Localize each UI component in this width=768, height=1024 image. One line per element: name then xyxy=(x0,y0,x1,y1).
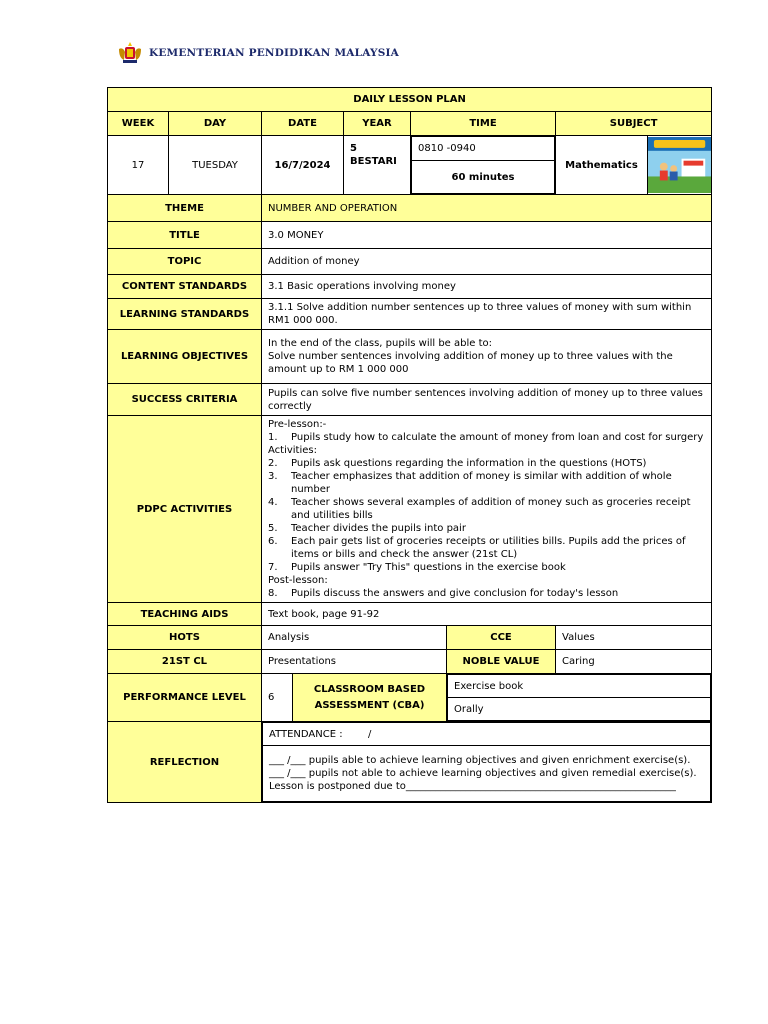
activity-step: 1. Pupils study how to calculate the amount of money from loan and cost for surgery xyxy=(268,432,704,443)
teaching-aids-label: TEACHING AIDS xyxy=(108,603,262,626)
activity-step: 4. Teacher shows several examples of addition of money such as groceries receipt and utilities bills xyxy=(268,497,691,521)
hots-value: Analysis xyxy=(262,626,447,650)
activity-step: 6. Each pair gets list of groceries receipts or utilities bills. Pupils add the prices of items or bills and check the answer (21st CL) xyxy=(268,536,686,560)
textbook-cover-image xyxy=(648,137,711,193)
title-label: TITLE xyxy=(108,222,262,249)
activity-step: 5. Teacher divides the pupils into pair xyxy=(268,523,466,534)
activity-step: 3. Teacher emphasizes that addition of money is similar with addition of whole number xyxy=(268,471,672,495)
pre-lesson-list xyxy=(268,431,705,444)
theme-value: NUMBER AND OPERATION xyxy=(262,195,712,222)
activities-list xyxy=(268,457,705,574)
cce-label: CCE xyxy=(447,626,556,650)
reflection-label: REFLECTION xyxy=(108,722,262,803)
21st-cl-label: 21ST CL xyxy=(108,650,262,674)
cba-label: CLASSROOM BASED ASSESSMENT (CBA) xyxy=(293,674,447,722)
noble-value-value: Caring xyxy=(556,650,712,674)
attendance-field: ATTENDANCE : / xyxy=(263,723,711,746)
post-lesson-list xyxy=(268,587,705,600)
col-time: TIME xyxy=(411,112,556,136)
reflection-cell xyxy=(262,722,712,803)
performance-level-label: PERFORMANCE LEVEL xyxy=(108,674,262,722)
activity-step: 2. Pupils ask questions regarding the information in the questions (HOTS) xyxy=(268,458,647,469)
date-value: 16/7/2024 xyxy=(262,136,344,195)
theme-label: THEME xyxy=(108,195,262,222)
day-value: TUESDAY xyxy=(169,136,262,195)
plan-title: DAILY LESSON PLAN xyxy=(108,88,712,112)
activity-step: 8. Pupils discuss the answers and give conclusion for today's lesson xyxy=(268,588,619,599)
time-value: 0810 -0940 xyxy=(412,137,555,161)
learning-standards-value: 3.1.1 Solve addition number sentences up to three values of money with sum within RM1 000 000. xyxy=(262,299,712,330)
cba-cell xyxy=(447,674,712,722)
duration-value: 60 minutes xyxy=(412,161,555,194)
col-day: DAY xyxy=(169,112,262,136)
cce-value: Values xyxy=(556,626,712,650)
cba-orally: Orally xyxy=(448,698,711,721)
pdpc-label: PDPC ACTIVITIES xyxy=(108,416,262,603)
reflection-achieved: ___ /___ pupils able to achieve learning objectives and given enrichment exercise(s). xyxy=(269,755,691,766)
time-cell xyxy=(411,136,556,195)
ministry-name: KEMENTERIAN PENDIDIKAN MALAYSIA xyxy=(149,47,399,59)
malaysia-crest-icon xyxy=(116,41,144,65)
cba-exercise-book: Exercise book xyxy=(448,675,711,698)
ministry-header xyxy=(116,41,399,65)
topic-label: TOPIC xyxy=(108,249,262,275)
textbook-cover-cell xyxy=(648,136,712,195)
week-value: 17 xyxy=(108,136,169,195)
topic-value: Addition of money xyxy=(262,249,712,275)
objectives-intro: In the end of the class, pupils will be able to: xyxy=(268,338,493,349)
subject-value: Mathematics xyxy=(556,136,648,195)
col-week: WEEK xyxy=(108,112,169,136)
title-value: 3.0 MONEY xyxy=(262,222,712,249)
reflection-not-achieved: ___ /___ pupils not able to achieve learning objectives and given remedial exercise(s). xyxy=(269,768,697,779)
content-standards-label: CONTENT STANDARDS xyxy=(108,275,262,299)
col-year: YEAR xyxy=(344,112,411,136)
reflection-postponed: Lesson is postponed due to______________________________________________________ xyxy=(269,781,676,792)
col-date: DATE xyxy=(262,112,344,136)
post-lesson-heading: Post-lesson: xyxy=(268,575,328,586)
success-criteria-label: SUCCESS CRITERIA xyxy=(108,384,262,416)
teaching-aids-value: Text book, page 91-92 xyxy=(262,603,712,626)
col-subject: SUBJECT xyxy=(556,112,712,136)
content-standards-value: 3.1 Basic operations involving money xyxy=(262,275,712,299)
objectives-text: Solve number sentences involving addition of money up to three values with the amount up to RM 1 000 000 xyxy=(268,351,673,375)
learning-objectives-label: LEARNING OBJECTIVES xyxy=(108,330,262,384)
noble-value-label: NOBLE VALUE xyxy=(447,650,556,674)
hots-label: HOTS xyxy=(108,626,262,650)
activities-heading: Activities: xyxy=(268,445,317,456)
performance-level-value: 6 xyxy=(262,674,293,722)
year-value: 5 BESTARI xyxy=(344,136,411,195)
success-criteria-value: Pupils can solve five number sentences involving addition of money up to three values correctly xyxy=(262,384,712,416)
21st-cl-value: Presentations xyxy=(262,650,447,674)
activity-step: 7. Pupils answer "Try This" questions in the exercise book xyxy=(268,562,566,573)
learning-standards-label: LEARNING STANDARDS xyxy=(108,299,262,330)
learning-objectives-value xyxy=(262,330,712,384)
pre-lesson-heading: Pre-lesson:- xyxy=(268,419,327,430)
pdpc-activities xyxy=(262,416,712,603)
daily-lesson-plan-table xyxy=(107,87,712,803)
